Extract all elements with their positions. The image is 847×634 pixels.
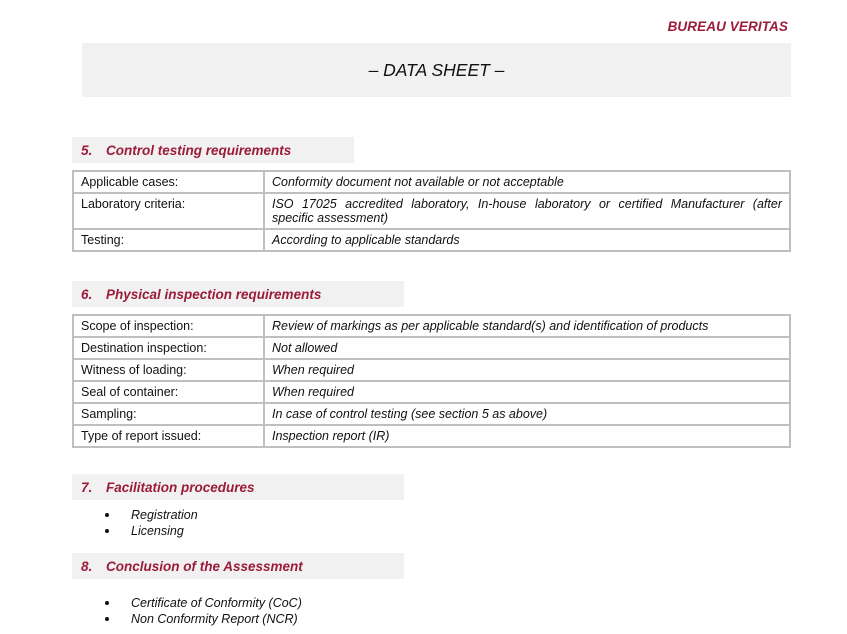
- section-number: 5.: [81, 142, 93, 158]
- row-value: In case of control testing (see section 5 as above): [264, 403, 790, 425]
- row-value: Review of markings as per applicable standard(s) and identification of products: [264, 315, 790, 337]
- section-6-heading: [72, 281, 404, 307]
- list-item: [103, 611, 302, 627]
- row-value: When required: [264, 381, 790, 403]
- row-value: ISO 17025 accredited laboratory, In-house laboratory or certified Manufacturer (after specific assessment): [264, 193, 790, 229]
- section-5-heading: [72, 137, 354, 163]
- table-row: [73, 229, 790, 251]
- row-label: Laboratory criteria:: [73, 193, 264, 229]
- table-row: [73, 381, 790, 403]
- bullet-icon: [105, 513, 109, 517]
- row-label: Applicable cases:: [73, 171, 264, 193]
- section-title: Physical inspection requirements: [106, 286, 322, 302]
- section-title: Facilitation procedures: [106, 479, 255, 495]
- table-row: [73, 315, 790, 337]
- list-item-label: Registration: [131, 508, 198, 522]
- section-8-heading: [72, 553, 404, 579]
- bullet-icon: [105, 529, 109, 533]
- row-value: Not allowed: [264, 337, 790, 359]
- bullet-icon: [105, 601, 109, 605]
- row-label: Scope of inspection:: [73, 315, 264, 337]
- document-title: – DATA SHEET –: [82, 43, 791, 97]
- section-number: 8.: [81, 558, 93, 574]
- list-item-label: Certificate of Conformity (CoC): [131, 596, 302, 610]
- section-7-heading: [72, 474, 404, 500]
- table-row: [73, 359, 790, 381]
- facilitation-list: [103, 507, 198, 539]
- table-row: [73, 425, 790, 447]
- row-label: Type of report issued:: [73, 425, 264, 447]
- section-title: Conclusion of the Assessment: [106, 558, 303, 574]
- row-label: Testing:: [73, 229, 264, 251]
- row-value: When required: [264, 359, 790, 381]
- list-item: [103, 523, 198, 539]
- section-number: 6.: [81, 286, 93, 302]
- row-value: Conformity document not available or not acceptable: [264, 171, 790, 193]
- row-label: Witness of loading:: [73, 359, 264, 381]
- list-item-label: Licensing: [131, 524, 184, 538]
- brand-name: BUREAU VERITAS: [667, 19, 788, 34]
- conclusion-list: [103, 595, 302, 627]
- list-item: [103, 507, 198, 523]
- list-item: [103, 595, 302, 611]
- control-testing-table: [72, 170, 791, 252]
- table-row: [73, 171, 790, 193]
- physical-inspection-table: [72, 314, 791, 448]
- row-value: Inspection report (IR): [264, 425, 790, 447]
- row-value: According to applicable standards: [264, 229, 790, 251]
- bullet-icon: [105, 617, 109, 621]
- row-label: Destination inspection:: [73, 337, 264, 359]
- table-row: [73, 403, 790, 425]
- list-item-label: Non Conformity Report (NCR): [131, 612, 298, 626]
- row-label: Seal of container:: [73, 381, 264, 403]
- section-number: 7.: [81, 479, 93, 495]
- section-title: Control testing requirements: [106, 142, 292, 158]
- table-row: [73, 337, 790, 359]
- table-row: [73, 193, 790, 229]
- row-label: Sampling:: [73, 403, 264, 425]
